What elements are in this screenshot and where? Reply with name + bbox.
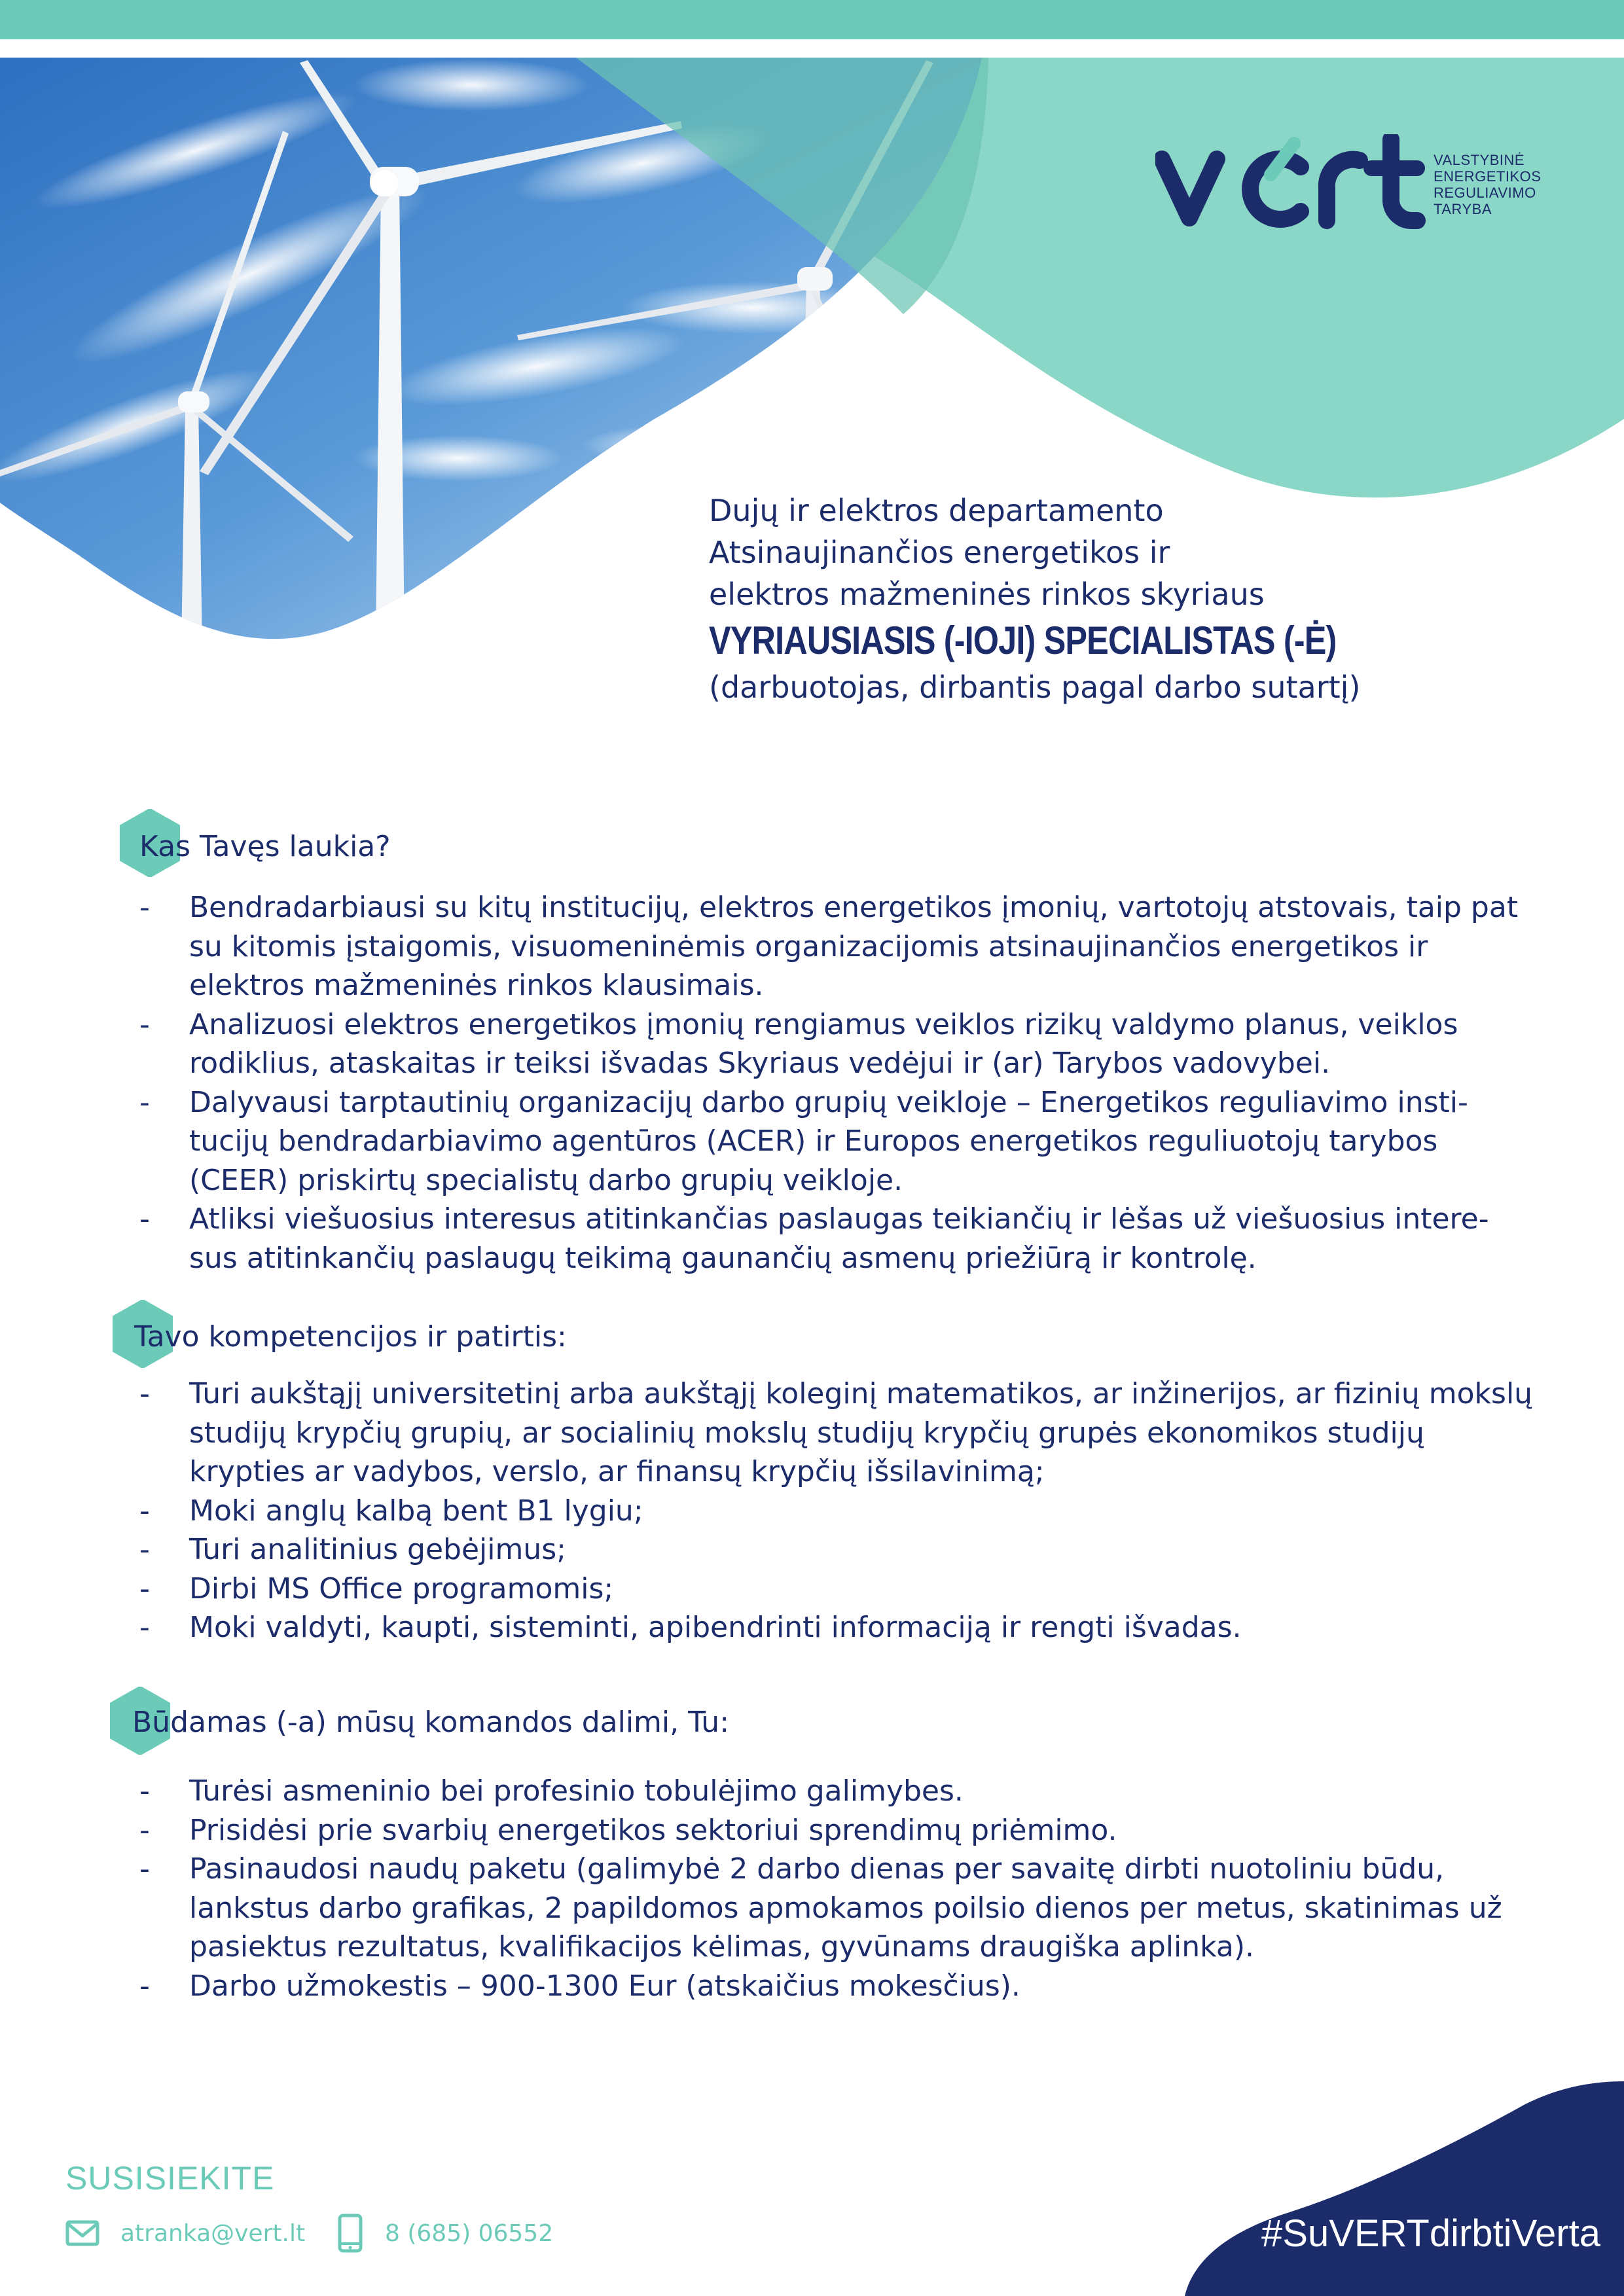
department-line: Dujų ir elektros departamento: [709, 493, 1164, 528]
envelope-icon: [65, 2220, 99, 2246]
job-title-block: [709, 490, 1560, 708]
list-item: - Turi analitinius gebėjimus;: [139, 1533, 566, 1566]
logo-tagline: VALSTYBINĖ ENERGETIKOS REGULIAVIMO TARYBA: [1434, 152, 1542, 217]
list-item: - Turi aukštąjį universitetinį arba aukštąjį koleginį matematikos, ar inžinerijos, ar fizinių mokslų studijų krypčių grupių, ar socialinių mokslų studijų krypčių grupės ekonomikos studijų krypties ar vadybos, verslo, ar finansų krypčių išsilavinimą;: [139, 1377, 1533, 1488]
competencies-list: [139, 1374, 1534, 1647]
section-heading: Būdamas (-a) mūsų komandos dalimi, Tu:: [132, 1706, 730, 1739]
section-heading: Tavo kompetencijos ir patirtis:: [134, 1320, 567, 1354]
list-item: - Moki valdyti, kaupti, sisteminti, apibendrinti informaciją ir rengti išvadas.: [139, 1611, 1242, 1644]
list-item: - Dirbi MS Office programomis;: [139, 1571, 614, 1605]
list-item: - Pasinaudosi naudų paketu (galimybė 2 darbo dienas per savaitę dirbti nuotoliniu būdu, lankstus darbo grafikas, 2 papildomos apmokamos poilsio dienos per metus, skatinimas už pasiektus rezultatus, kvalifikacijos kėlimas, gyvūnams draugiška aplinka).: [139, 1852, 1502, 1964]
division-line-1: Atsinaujinančios energetikos ir: [709, 535, 1170, 570]
list-item: - Prisidėsi prie svarbių energetikos sektoriui sprendimų priėmimo.: [139, 1813, 1117, 1847]
contract-note: (darbuotojas, dirbantis pagal darbo sutartį): [709, 670, 1361, 705]
division-line-2: elektros mažmeninės rinkos skyriaus: [709, 577, 1265, 612]
list-item: - Atliksi viešuosius interesus atitinkančias paslaugas teikiančių ir lėšas už viešuosius intere-sus atitinkančių paslaugų teikimą gaunančių asmenų priežiūrą ir kontrolę.: [139, 1202, 1489, 1275]
benefits-list: [139, 1772, 1534, 2005]
email-link[interactable]: atranka@vert.lt: [120, 2219, 306, 2247]
footer-navy-shape: [1159, 2081, 1624, 2296]
list-item: - Moki anglų kalbą bent B1 lygiu;: [139, 1494, 643, 1528]
contact-phone[interactable]: [338, 2214, 553, 2253]
list-item: - Bendradarbiausi su kitų institucijų, elektros energetikos įmonių, vartotojų atstovais, taip pat su kitomis įstaigomis, visuomeninėmis organizacijomis atsinaujinančios energetikos ir elektros mažmeninės rinkos klausimais.: [139, 891, 1519, 1002]
phone-number[interactable]: 8 (685) 06552: [385, 2219, 554, 2247]
duties-list: [139, 888, 1534, 1278]
section-heading: Kas Tavęs laukia?: [139, 830, 391, 863]
hashtag: #SuVERTdirbtiVerta: [1261, 2212, 1600, 2255]
list-item: - Analizuosi elektros energetikos įmonių rengiamus veiklos rizikų valdymo planus, veiklos rodiklius, ataskaitas ir teiksi išvadas Skyriaus vedėjui ir (ar) Tarybos vadovybei.: [139, 1007, 1458, 1080]
list-item: - Dalyvausi tarptautinių organizacijų darbo grupių veikloje – Energetikos reguliavimo insti-tucijų bendradarbiavimo agentūros (ACER) ir Europos energetikos reguliuotojų tarybos (CEER) priskirtų specialistų darbo grupių veikloje.: [139, 1085, 1468, 1197]
phone-icon: [338, 2214, 363, 2253]
position-title: VYRIAUSIASIS (-IOJI) SPECIALISTAS (-Ė): [709, 619, 1337, 662]
list-item: - Darbo užmokestis – 900-1300 Eur (atskaičius mokesčius).: [139, 1969, 1020, 2003]
list-item: - Turėsi asmeninio bei profesinio tobulėjimo galimybes.: [139, 1774, 964, 1808]
contact-title: SUSISIEKITE: [65, 2160, 275, 2197]
contact-email[interactable]: [65, 2214, 305, 2253]
